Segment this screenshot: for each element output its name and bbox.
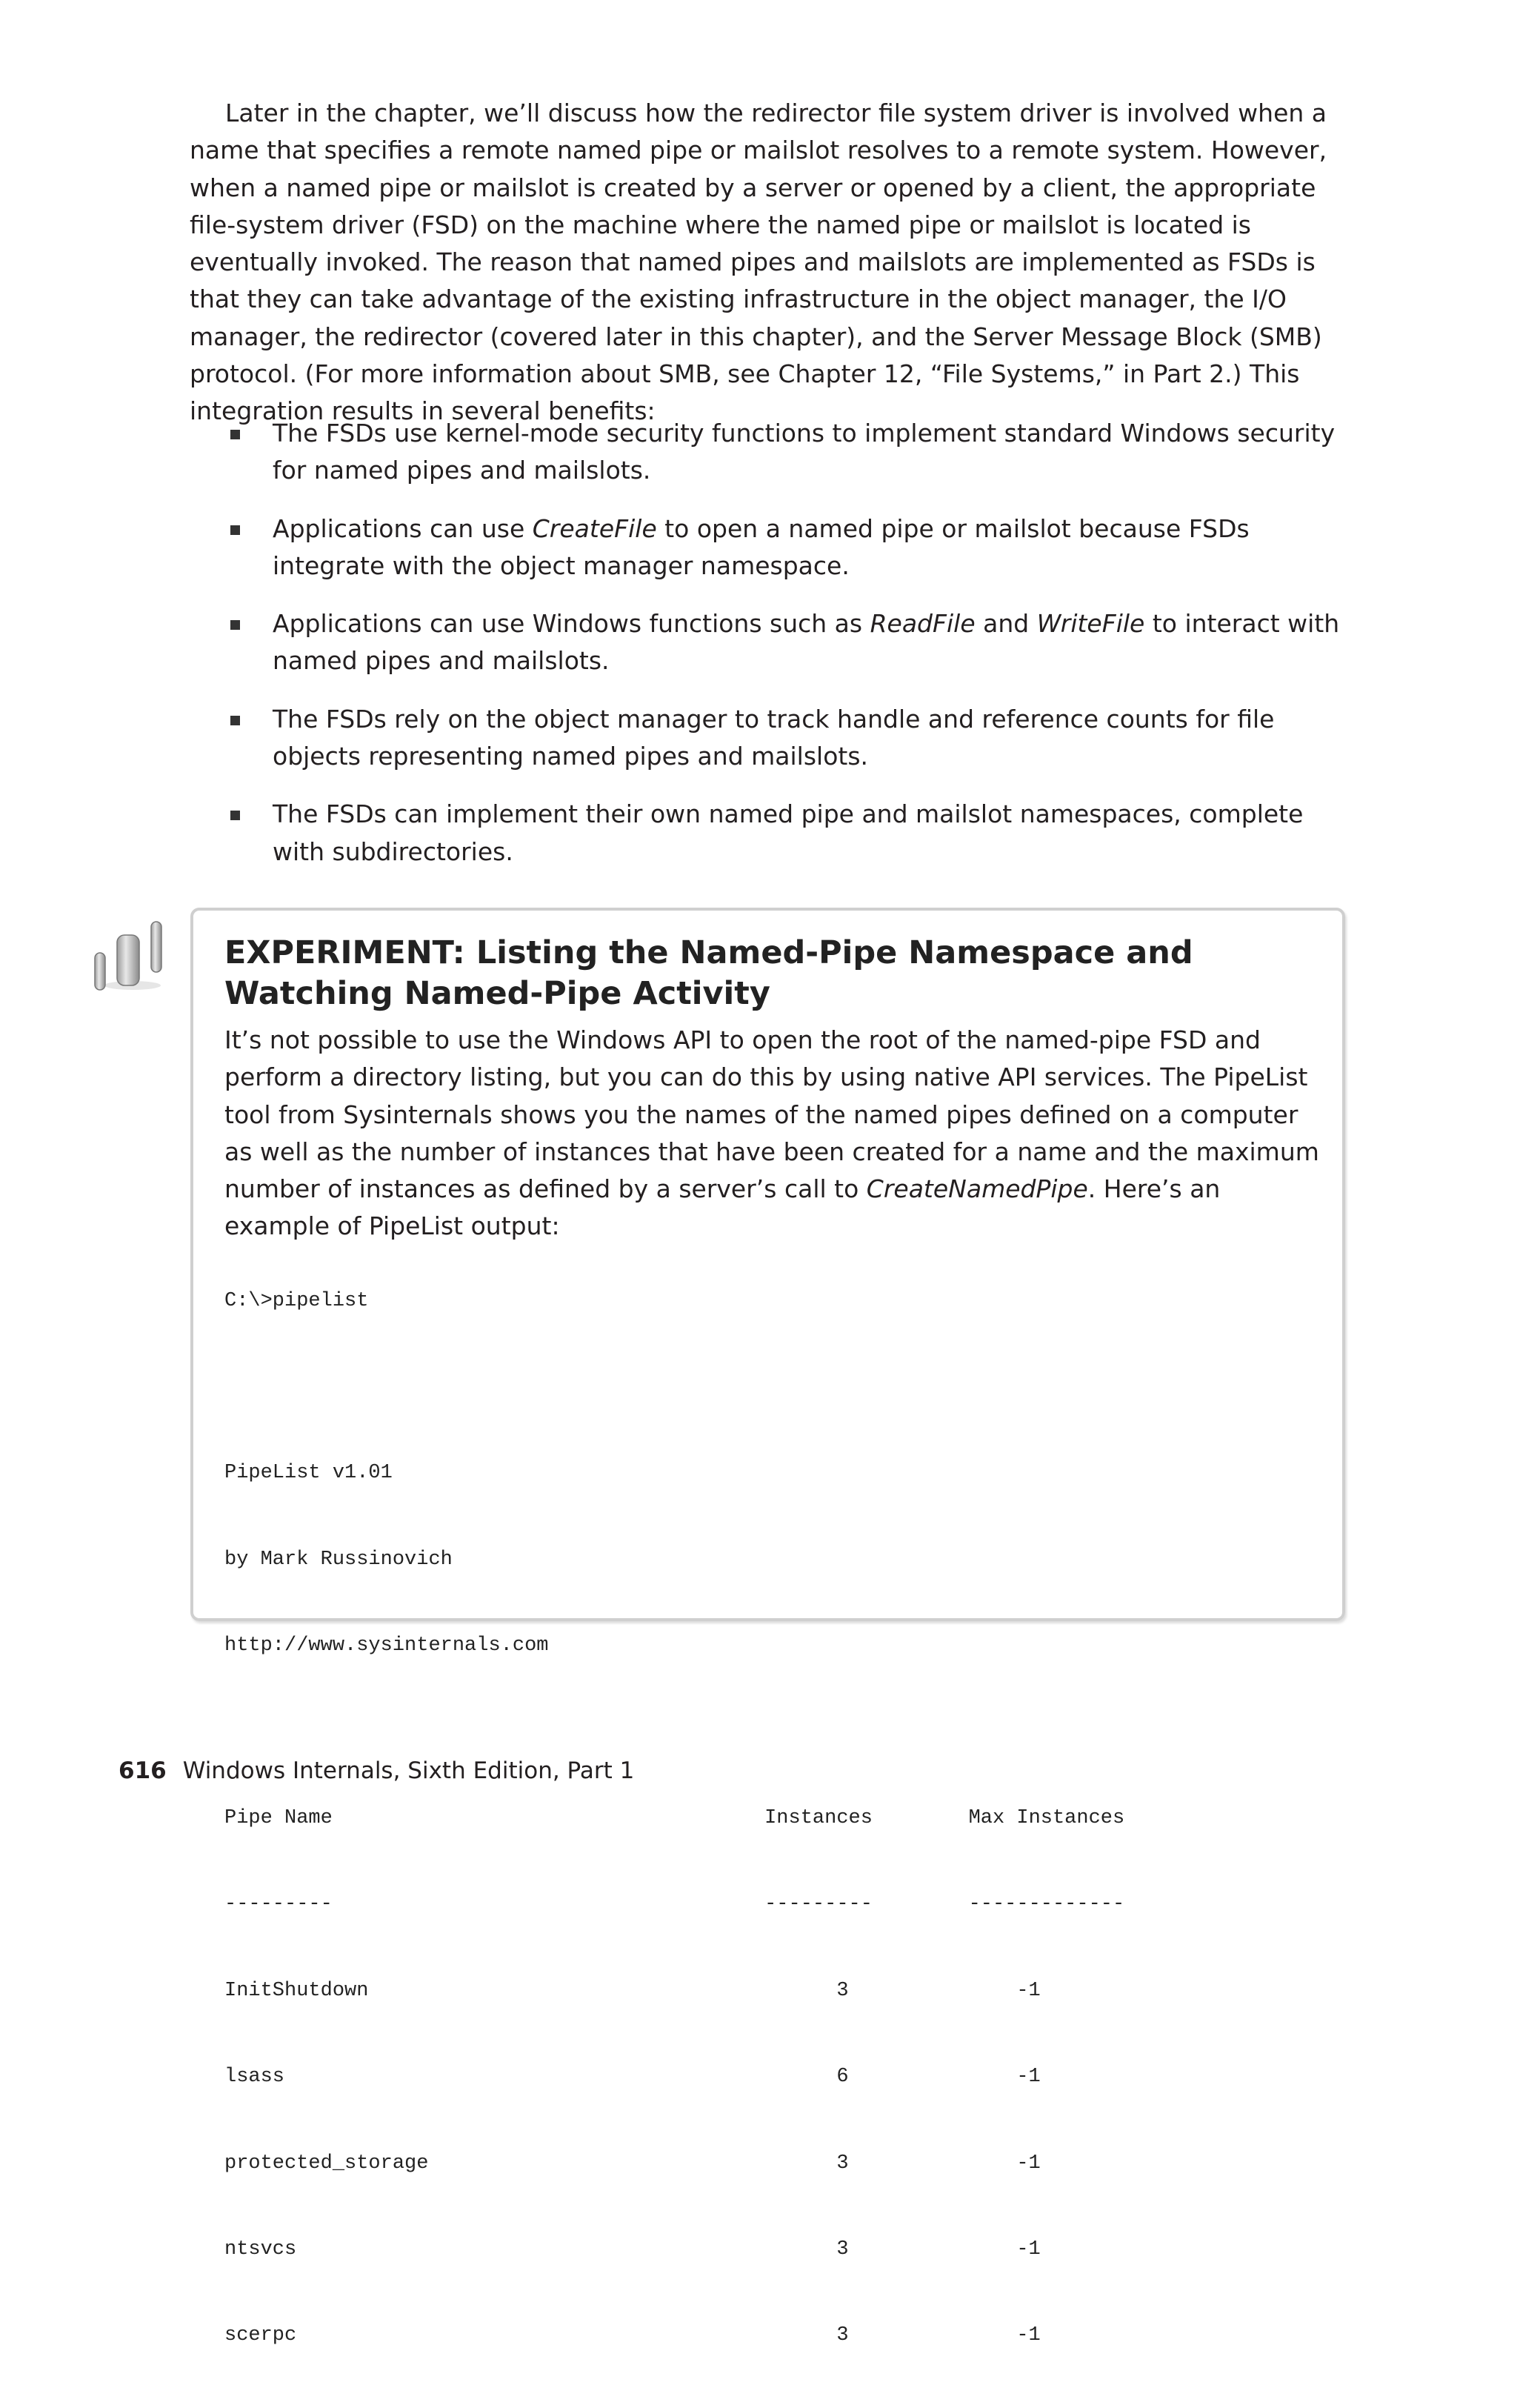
max-instances: -1: [1016, 2152, 1041, 2175]
bullet-text: The FSDs can implement their own named pipe and mailslot namespaces, complete with subdirectories.: [273, 799, 1304, 866]
column-header: Max Instances: [968, 1806, 1125, 1829]
bullet-square-icon: [230, 811, 240, 820]
book-title: Windows Internals, Sixth Edition, Part 1: [182, 1757, 635, 1784]
separator: -------------: [968, 1893, 1125, 1916]
experiment-text: [224, 1022, 1321, 1245]
banner-line: http://www.sysinternals.com: [224, 1634, 549, 1657]
banner-line: PipeList v1.01: [224, 1462, 393, 1485]
instances: 3: [836, 2152, 849, 2175]
table-row: [224, 2063, 1298, 2092]
intro-paragraph: [190, 95, 1360, 430]
max-instances: -1: [1016, 1979, 1041, 2002]
api-name: WriteFile: [1036, 609, 1145, 639]
bullet-square-icon: [230, 525, 240, 535]
page-number: 616: [119, 1757, 167, 1784]
table-separator: [224, 1890, 1298, 1919]
instances: 3: [836, 2324, 849, 2347]
column-header: Pipe Name: [224, 1806, 333, 1829]
column-header: Instances: [764, 1806, 873, 1829]
list-item: [190, 510, 1360, 585]
pipe-name: scerpc: [224, 2324, 297, 2347]
separator: ---------: [224, 1893, 333, 1916]
list-item: [190, 415, 1360, 490]
experiment-text-part: . Here’s an example of PipeList output:: [224, 1174, 1221, 1241]
code-listing: [224, 1229, 1298, 2408]
page-footer: [119, 1757, 634, 1784]
experiment-title: EXPERIMENT: Listing the Named-Pipe Namespace and Watching Named-Pipe Activity: [224, 934, 1193, 1012]
bullet-text: to interact with named pipes and mailslots.: [273, 609, 1340, 676]
banner-line: by Mark Russinovich: [224, 1548, 453, 1571]
api-name: CreateNamedPipe: [866, 1174, 1088, 1204]
table-header: [224, 1804, 1298, 1833]
bullet-text: The FSDs rely on the object manager to track handle and reference counts for file objects representing named pipes and mailslots.: [273, 704, 1275, 771]
table-row: [224, 2235, 1298, 2264]
instances: 6: [836, 2066, 849, 2089]
api-name: CreateFile: [532, 513, 657, 543]
bullet-text: Applications can use: [273, 513, 533, 543]
bullet-text: and: [975, 609, 1037, 639]
bullet-text: Applications can use Windows functions such as: [273, 609, 870, 639]
table-row: [224, 2149, 1298, 2178]
instances: 3: [836, 1979, 849, 2002]
table-row: [224, 2321, 1298, 2350]
pipe-name: protected_storage: [224, 2152, 429, 2175]
max-instances: -1: [1016, 2324, 1041, 2347]
max-instances: -1: [1016, 2238, 1041, 2261]
bullet-square-icon: [230, 716, 240, 725]
list-item: [190, 796, 1360, 871]
bullet-square-icon: [230, 430, 240, 439]
bullet-square-icon: [230, 620, 240, 630]
separator: ---------: [764, 1893, 873, 1916]
experiment-text-part: It’s not possible to use the Windows API to open the root of the named-pipe FSD and perform a directory listing, but you can do this by using native API services. The PipeList tool from Sysinternals shows you the names of the named pipes defined on a computer as well as the number of instances that have been created for a name and the maximum number of instances as defined by a server’s call to: [224, 1025, 1319, 1204]
api-name: ReadFile: [870, 609, 976, 639]
max-instances: -1: [1016, 2066, 1041, 2089]
command-line: C:\>pipelist: [224, 1289, 369, 1312]
bullet-text: to open a named pipe or mailslot because FSDs integrate with the object manager namespace.: [273, 513, 1250, 580]
table-row: [224, 1977, 1298, 2006]
list-item: [190, 701, 1360, 776]
test-tubes-icon: [92, 919, 166, 993]
pipe-name: InitShutdown: [224, 1979, 369, 2002]
intro-text: Later in the chapter, we’ll discuss how the redirector file system driver is involved when a name that specifies a remote named pipe or mailslot resolves to a remote system. However, when a named pipe or mailslot is created by a server or opened by a client, the appropriate file-system driver (FSD) on the machine where the named pipe or mailslot is located is eventually invoked. The reason that named pipes and mailslots are implemented as FSDs is that they can take advantage of the existing infrastructure in the object manager, the I/O manager, the redirector (covered later in this chapter), and the Server Message Block (SMB) protocol. (For more information about SMB, see Chapter 12, “File Systems,” in Part 2.) This integration results in several benefits:: [190, 99, 1327, 426]
list-item: [190, 605, 1360, 680]
pipe-name: ntsvcs: [224, 2238, 297, 2261]
instances: 3: [836, 2238, 849, 2261]
benefits-list: [190, 415, 1360, 891]
bullet-text: The FSDs use kernel-mode security functions to implement standard Windows security for named pipes and mailslots.: [273, 419, 1336, 485]
pipe-name: lsass: [224, 2066, 285, 2089]
